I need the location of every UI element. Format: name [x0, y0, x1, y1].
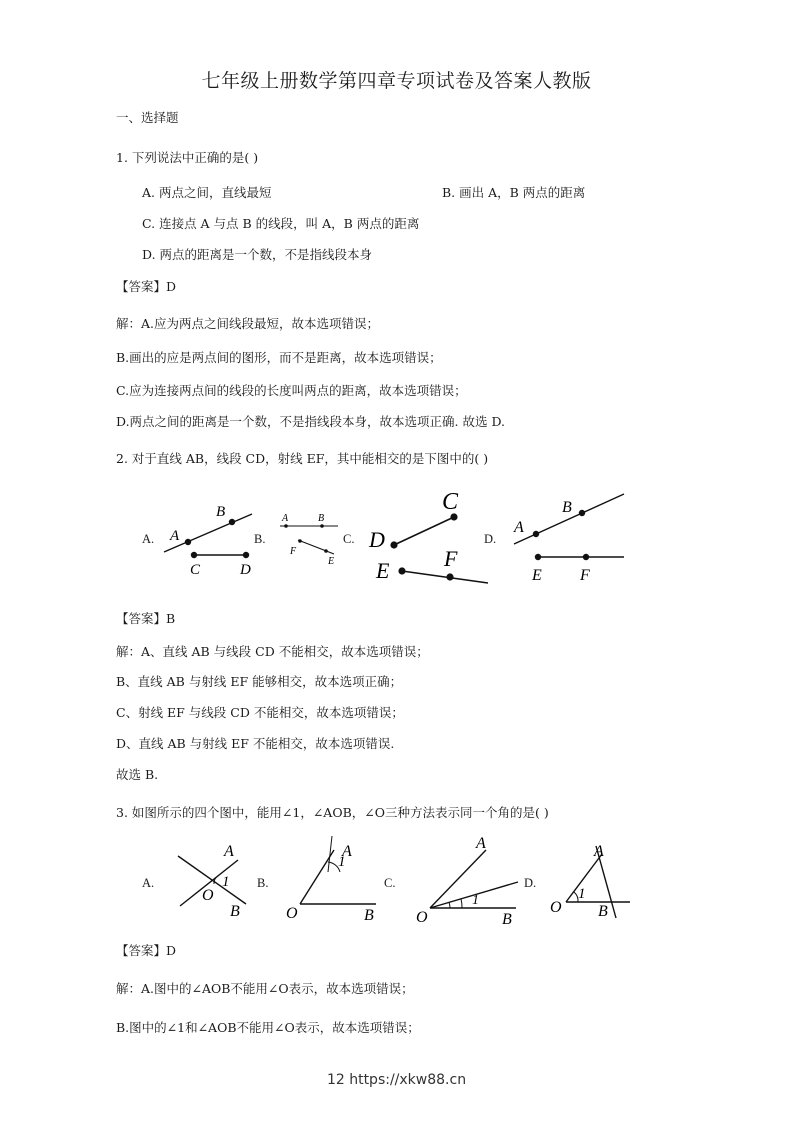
q2-figure-c — [364, 484, 492, 588]
point-label: O — [550, 899, 562, 916]
point-label: C — [190, 562, 201, 578]
q3-figure-label-c: C. — [384, 876, 396, 890]
point-label: E — [376, 558, 390, 583]
point-label: O — [286, 905, 298, 922]
point-label: A — [342, 843, 352, 860]
q3-figure-d — [546, 836, 632, 922]
q1-option-d: D. 两点的距离是一个数，不是指线段本身 — [142, 247, 373, 262]
q3-explanation-line: 解：A.图中的∠AOB不能用∠O表示，故本选项错误； — [116, 981, 414, 996]
q2-explanation-line: D、直线 AB 与射线 EF 不能相交，故本选项错误. — [116, 736, 395, 751]
question-3-stem: 3. 如图所示的四个图中，能用∠1，∠AOB，∠O三种方法表示同一个角的是( ) — [116, 805, 549, 820]
q2-explanation-line: C、射线 EF 与线段 CD 不能相交，故本选项错误； — [116, 705, 404, 720]
point-label: F — [444, 546, 458, 571]
q3-figure-label-a: A. — [142, 876, 155, 890]
q1-option-b: B. 画出 A，B 两点的距离 — [442, 185, 586, 200]
q2-figure-label-a: A. — [142, 532, 155, 546]
point-label: A — [476, 835, 486, 852]
q3-figure-b — [282, 832, 382, 922]
point-label: B — [216, 504, 226, 520]
point-label: E — [532, 567, 542, 584]
q1-explanation-line: B.画出的应是两点间的图形，而不是距离，故本选项错误； — [116, 350, 442, 365]
q3-figure-a — [172, 838, 258, 922]
q1-option-a: A. 两点之间，直线最短 — [142, 185, 272, 200]
point-label: B — [502, 911, 512, 926]
point-label: F — [290, 546, 297, 557]
point-label: B — [562, 499, 572, 516]
question-1-stem: 1. 下列说法中正确的是( ) — [116, 150, 259, 165]
q1-option-c: C. 连接点 A 与点 B 的线段，叫 A，B 两点的距离 — [142, 216, 420, 231]
point-label: A — [224, 843, 234, 860]
q2-figure-label-c: C. — [343, 532, 355, 546]
point-label: A — [170, 528, 180, 544]
q2-figure-label-b: B. — [254, 532, 266, 546]
angle-label: 1 — [578, 886, 586, 902]
point-label: B — [598, 903, 608, 920]
q3-figure-c — [412, 834, 522, 926]
q2-figure-a — [160, 500, 260, 580]
point-label: A — [594, 843, 604, 860]
q2-answer: 【答案】B — [116, 611, 176, 626]
q2-explanation-line: 解：A、直线 AB 与线段 CD 不能相交，故本选项错误； — [116, 644, 429, 659]
q2-explanation-line: 故选 B. — [116, 767, 159, 782]
point-label: B — [230, 903, 240, 920]
point-label: A — [282, 513, 289, 524]
question-2-stem: 2. 对于直线 AB，线段 CD，射线 EF，其中能相交的是下图中的( ) — [116, 451, 489, 466]
document-title: 七年级上册数学第四章专项试卷及答案人教版 — [201, 70, 592, 92]
point-label: O — [202, 887, 214, 904]
angle-label: 1 — [472, 893, 479, 908]
point-label: F — [580, 567, 590, 584]
point-label: A — [514, 519, 524, 536]
point-label: D — [240, 562, 251, 578]
point-label: B — [364, 907, 374, 922]
point-label: O — [416, 909, 428, 926]
q2-explanation-line: B、直线 AB 与射线 EF 能够相交，故本选项正确； — [116, 674, 403, 689]
point-label: D — [369, 527, 385, 552]
q3-figure-label-b: B. — [257, 876, 269, 890]
q3-answer: 【答案】D — [116, 943, 177, 958]
page-footer: 12 https://xkw88.cn — [326, 1072, 467, 1088]
q1-explanation-line: C.应为连接两点间的线段的长度叫两点的距离，故本选项错误； — [116, 383, 467, 398]
q2-figure-label-d: D. — [484, 532, 497, 546]
q3-explanation-line: B.图中的∠1和∠AOB不能用∠O表示，故本选项错误； — [116, 1020, 420, 1035]
q1-explanation-line: 解：A.应为两点之间线段最短，故本选项错误； — [116, 316, 380, 331]
point-label: C — [442, 489, 459, 515]
section-heading: 一、选择题 — [116, 110, 179, 125]
q2-figure-d — [506, 490, 628, 584]
angle-label: 1 — [338, 854, 346, 870]
point-label: E — [328, 556, 335, 567]
q1-explanation-line: D.两点之间的距离是一个数，不是指线段本身，故本选项正确. 故选 D. — [116, 414, 506, 429]
point-label: B — [318, 513, 325, 524]
q2-figure-b — [276, 508, 346, 570]
q3-figure-label-d: D. — [524, 876, 537, 890]
angle-label: 1 — [222, 874, 230, 890]
q1-answer: 【答案】D — [116, 279, 177, 294]
